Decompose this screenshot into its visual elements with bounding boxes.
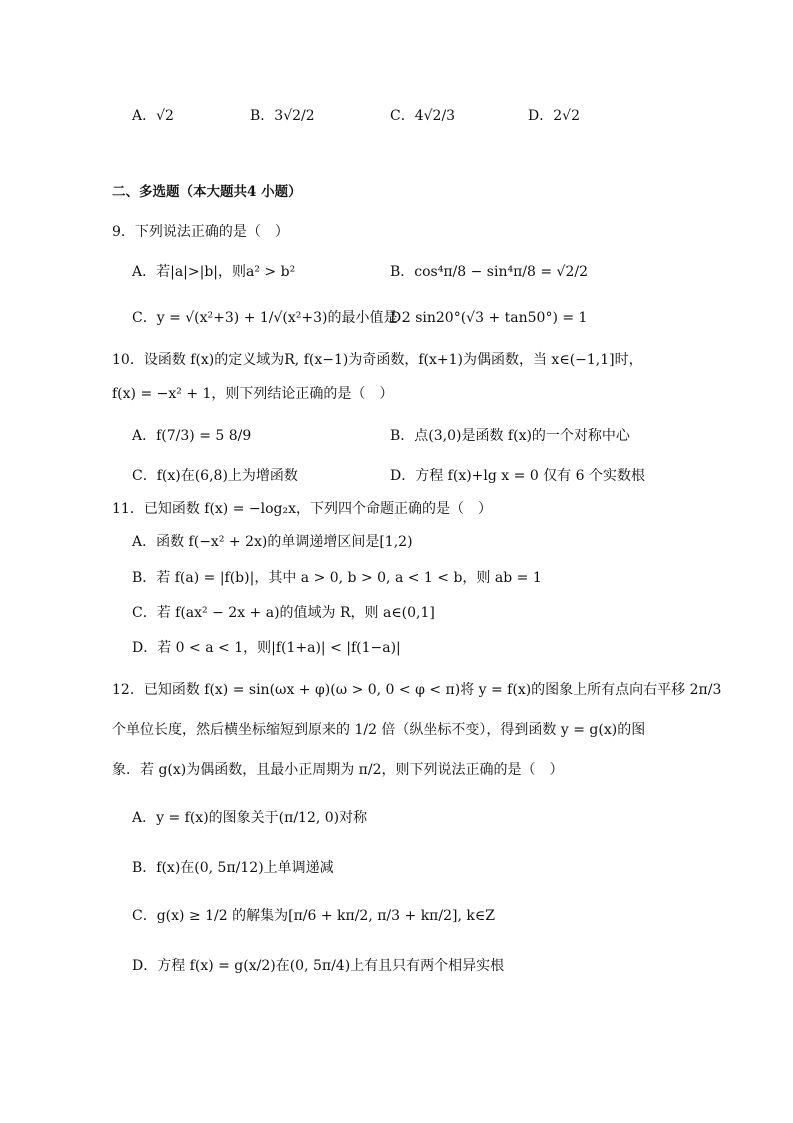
- option-c: C．y = √(x²+3) + 1/√(x²+3)的最小值是 2: [132, 310, 411, 326]
- option-value: √2: [156, 108, 174, 124]
- option-label: D．: [528, 108, 554, 124]
- option-b: B．若 f(a) = |f(b)|，其中 a > 0, b > 0, a < 1 < b，则 ab = 1: [132, 570, 542, 586]
- option-value: 4√2/3: [414, 108, 456, 124]
- option-a: A．f(7/3) = 5 8/9: [132, 428, 252, 444]
- option-b: B．点(3,0)是函数 f(x)的一个对称中心: [390, 428, 630, 444]
- option-label: B．: [250, 108, 275, 124]
- top-option-a: [132, 106, 174, 126]
- option-a: A．函数 f(−x² + 2x)的单调递增区间是[1,2): [132, 534, 413, 550]
- question-stem-cont: f(x) = −x² + 1，则下列结论正确的是（ ）: [112, 386, 394, 402]
- option-c: C．g(x) ≥ 1/2 的解集为[π/6 + kπ/2, π/3 + kπ/2], k∈Z: [132, 908, 495, 924]
- option-b: B．f(x)在(0, 5π/12)上单调递减: [132, 860, 334, 876]
- option-value: 3√2/2: [274, 108, 315, 124]
- question-stem: 9．下列说法正确的是（ ）: [112, 224, 289, 240]
- question-stem: 11．已知函数 f(x) = −log₂x，下列四个命题正确的是（ ）: [112, 501, 493, 517]
- option-b: B．cos⁴π/8 − sin⁴π/8 = √2/2: [390, 264, 589, 280]
- question-stem: 10．设函数 f(x)的定义域为R, f(x−1)为奇函数，f(x+1)为偶函数，当 x∈(−1,1]时，: [112, 352, 643, 368]
- option-d: D．方程 f(x) = g(x/2)在(0, 5π/4)上有且只有两个相异实根: [132, 958, 505, 974]
- option-a: A．y = f(x)的图象关于(π/12, 0)对称: [132, 810, 368, 826]
- top-option-b: [250, 106, 315, 126]
- option-d: D．若 0 < a < 1，则|f(1+a)| < |f(1−a)|: [132, 640, 401, 656]
- option-label: A．: [132, 108, 157, 124]
- option-c: C．f(x)在(6,8)上为增函数: [132, 468, 298, 484]
- question-stem-cont: 象．若 g(x)为偶函数，且最小正周期为 π/2，则下列说法正确的是（ ）: [112, 762, 564, 778]
- option-a: A．若|a|>|b|，则a² > b²: [132, 264, 296, 280]
- section-title: 二、多选题（本大题共4 小题）: [112, 184, 302, 200]
- question-stem-cont: 个单位长度，然后横坐标缩短到原来的 1/2 倍（纵坐标不变），得到函数 y = g(x)的图: [112, 722, 646, 738]
- option-d: D．方程 f(x)+lg x = 0 仅有 6 个实数根: [390, 468, 645, 484]
- top-option-d: [528, 106, 580, 126]
- option-value: 2√2: [553, 108, 580, 124]
- question-stem: 12．已知函数 f(x) = sin(ωx + φ)(ω > 0, 0 < φ < π)将 y = f(x)的图象上所有点向右平移 2π/3: [112, 682, 722, 698]
- option-d: D．sin20°(√3 + tan50°) = 1: [390, 310, 588, 326]
- option-c: C．若 f(ax² − 2x + a)的值域为 R，则 a∈(0,1]: [132, 605, 435, 621]
- option-label: C．: [390, 108, 415, 124]
- top-option-c: [390, 106, 455, 126]
